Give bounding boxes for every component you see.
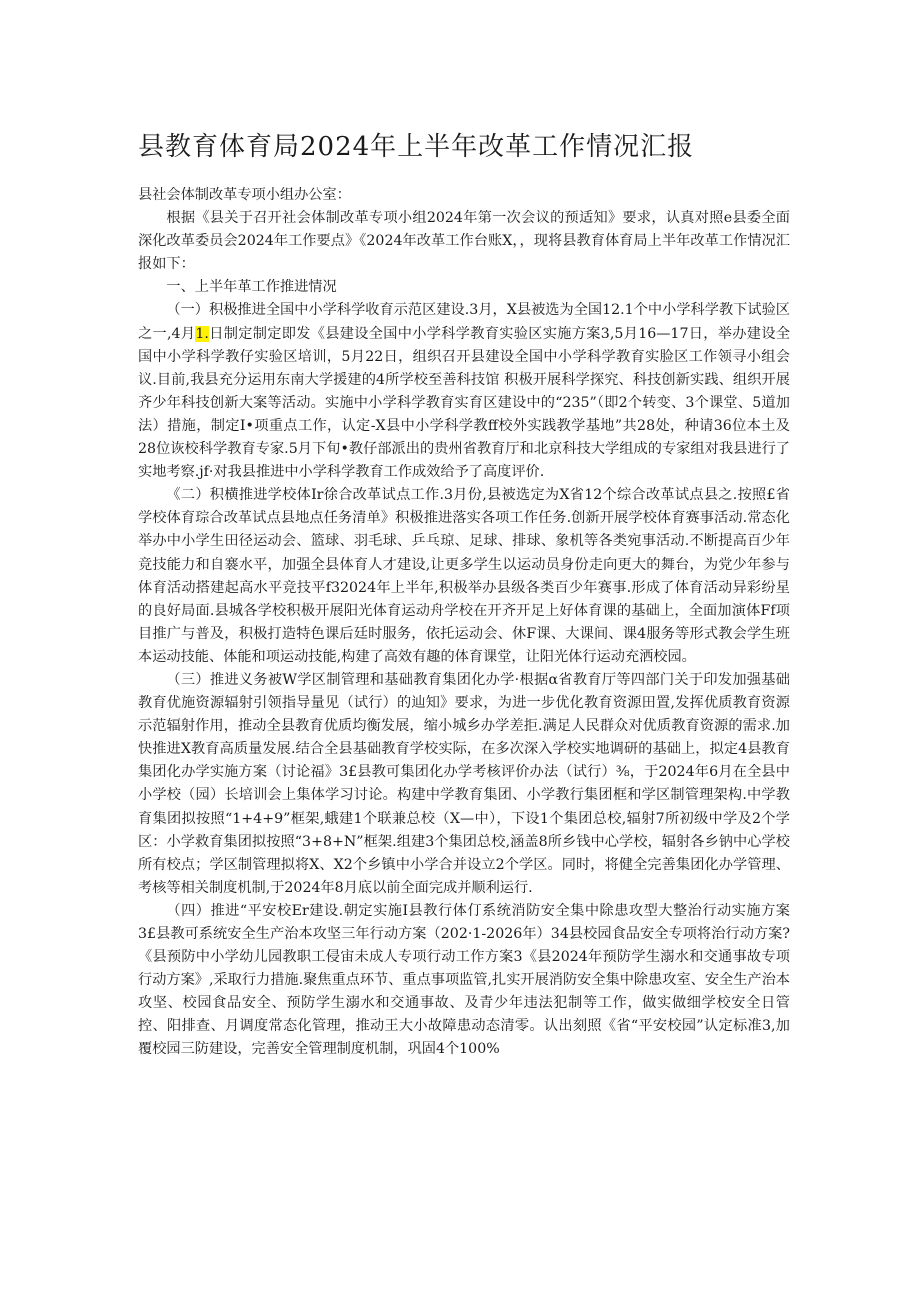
- paragraph-science-education: [138, 299, 790, 484]
- highlighted-text: 1.: [195, 325, 209, 342]
- addressee: 县社会体制改革专项小组办公室：: [138, 187, 351, 203]
- section-heading: 一、上半年革工作推进情况: [166, 279, 337, 296]
- paragraph-sports-reform: 《二）积横推进学校体Ir徐合改革试点工作.3月份,县被选定为X省12个综合改革试点县之.按照£省学校体育琮合改革试点县地点任务清单》积极推进落实各项工作任务.创新开展学校体育赛事活动.常态化举办中小学生田径运动会、篮球、羽毛球、乒乓琼、足球、排球、象机等各类宛事活动.不断提高百少年竞技能力和自褰水平，加强全县体育人才建设,让更多学生以运动员身份走向更大的舞台，为党少年参与体育活动搭建起高水平竞技平f32024年上半年,积极举办县级各类百少年赛事.形成了体育活动异彩纷星的良好局面.县城各学校积极开展阳光体育运动舟学校在开齐开足上好体育课的基础上，全面加演体Ff项目推广与普及，积极打造特色课后廷时服务，依托运动会、休F课、大课间、课4服务等形式教会学生班本运动技能、体能和项运动技能,构建了高效有趣的体育课堂，让阳光体行运动充洒校园。: [138, 487, 790, 665]
- document-title: 县教育体育局2024年上半年改革工作情况汇报: [138, 132, 695, 162]
- paragraph-school-district: （三）推进义务被W学区制管理和基础教育集团化办学·根据α省教育厅等四部门关于印发加强基础教育优施资源辐射引领指导量见（试行）的辿知》要求，为进一步优化教育资源田置,发挥优质教育资源示范辐射作用，推动全县教育优质均衡发展，缩小城乡办学差拒.满足人民群众对优质教育资源的需求.加快推进X教育高质量发展.结合全县基础教育学校实际，在多次深入学校实地调研的基础上，拟定4县教育集团化办学实施方案（讨论福》3£县教可集团化办学考核评价办法（试行）⅜，于2024年6月在全县中小学校（园）长培训会上集体学习讨论。构建中学教育集团、小学教行集团框和学区制管理架构.中学教育集团拟按照“1+4+9”框架,蛾建1个联兼总校（X—中），下设1个集团总校,辐射7所初级中学及2个学区：小学救育集团拟按照“3+8+N”框架.组建3个集团总校,涵盖8所乡钱中心学校，辐射各乡钠中心学校所有校点；学区制管理拟将X、X2个乡镇中小学合并设立2个学区。同时，将健全完善集团化办学管理、考核等相关制度机制,于2024年8月底以前全面完成并顺利运行.: [138, 671, 790, 896]
- document-body: [138, 184, 790, 1062]
- paragraph-science-education-start: （一）积极推进全国中小学科学收育示范区建设.3月，X县被选为全国12.1个中小学科学教下试验区之一,4月: [138, 302, 790, 342]
- paragraph-safe-campus: （四）推进“平安校Er建设.朝定实施I县教行体仃系统消防安全集中除患攻型大整治行动实施方案3£县教可系统安全生产治本攻坚三年行动方案（202·1-2026年）34县校园食品安全专项将治行动方案?《县预防中小学幼儿园教职工侵宙未成人专项行动工作方案3《县2024年预防学生溺水和交通事故专项行动方案》,采取行力措施.聚焦重点环节、重点事项监管,扎实开展消防安全集中除患攻室、安全生产治本攻坚、校园食品安全、预防学生溺水和交通事故、及青少年违法犯制等工作，做实做细学校安全日管控、阳排查、月调度常态化管理，推动王大小故障患动态清零。认出刻照《省“平安校园”认定标准3,加覆校园三防建设，完善安全管理制度机制，巩固4个100%: [138, 902, 790, 1058]
- intro-paragraph: 根据《县关于召开社会体制改革专项小组2024年第一次会议的预适知》要求，认真对照e县委全面深化改革委员会2024年工作要点》《2024年改革工作台账X，，现将县教育体育局上半年改革工作情况汇报如下：: [138, 210, 790, 273]
- paragraph-science-education-rest: 日制定制定即发《县建设全国中小学科学教育实验区实施方案3,5月16—17日，举办建设全国中小学科学教仔实验区培训，5月22日，组织召开县建设全国中小学科学教育实脸区工作领寻小组会议.目前,我县充分运用东南大学援建的4所学校至善科技馆 积极开展科学探究、科技创新实践、组织开展齐少年科技创新大案等活动。实施中小学科学教育实育区建设中的“235”（即2个转变、3个课堂、5道加法）措施，制定I•项重点工作，认定-X县中小学科学教ff校外实践教学基地”共28处，种请36位本土及28位诙校科学教育专家.5月下旬•教仔部派出的贵州省教育厅和北京科技大学组成的专家组对我县进行了实地考察.jf·对我县推进中小学科学教育工作成效给予了高度评价.: [138, 325, 791, 481]
